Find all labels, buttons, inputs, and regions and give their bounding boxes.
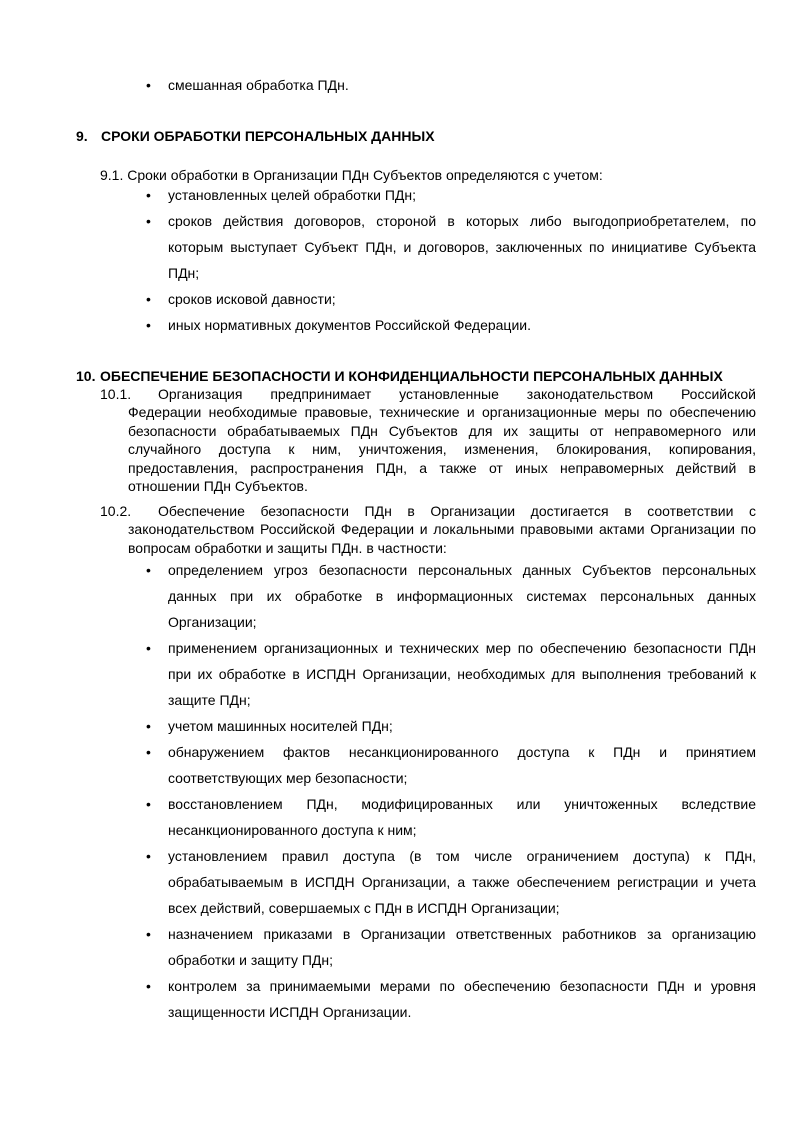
bullet-icon: • — [146, 796, 151, 812]
bullet-icon: • — [146, 77, 151, 93]
clause-10-2 — [100, 502, 756, 557]
clause-10-2-number: 10.2. — [100, 503, 132, 519]
clause-9-1: 9.1. Сроки обработки в Организации ПДн Субъектов определяются с учетом: — [100, 167, 603, 183]
section-10-bullet-list — [146, 557, 756, 1025]
list-item-text: сроков исковой давности; — [168, 291, 336, 307]
list-item-text: применением организационных и технических мер по обеспечению безопасности ПДн при их обработке в ИСПДН Организации, необходимых для выполнения требований к защите ПДн; — [168, 640, 756, 708]
clause-10-1 — [100, 385, 756, 495]
bullet-icon: • — [146, 744, 151, 760]
section-9-number: 9. — [76, 128, 88, 144]
list-item-text: иных нормативных документов Российской Федерации. — [168, 317, 531, 333]
list-item — [146, 208, 756, 286]
clause-10-2-first-line: Обеспечение безопасности ПДн в Организации достигается в соответствии с — [158, 503, 756, 519]
list-item — [146, 557, 756, 635]
list-item — [146, 921, 756, 973]
section-9-heading — [76, 127, 435, 145]
list-item-text: назначением приказами в Организации ответственных работников за организацию обработки и защиту ПДн; — [168, 926, 756, 968]
list-item — [146, 843, 756, 921]
clause-10-1-text: Федерации необходимые правовые, технические и организационные меры по обеспечению безопасности обрабатываемых ПДн Субъектов для их защиты от неправомерного или случайного доступа к ним, уничтожения, изменения, блокирования, копирования, предоставления, распространения ПДн, а также от иных неправомерных действий в отношении ПДн Субъектов. — [128, 404, 756, 495]
list-item-text: смешанная обработка ПДн. — [168, 77, 349, 93]
bullet-icon: • — [146, 926, 151, 942]
list-item — [146, 791, 756, 843]
section-9-title: СРОКИ ОБРАБОТКИ ПЕРСОНАЛЬНЫХ ДАННЫХ — [101, 128, 435, 144]
bullet-icon: • — [146, 640, 151, 656]
bullet-icon: • — [146, 718, 151, 734]
clause-10-2-text: законодательством Российской Федерации и локальными правовыми актами Организации по вопросам обработки и защиты ПДн. в частности: — [128, 521, 756, 556]
section-10-heading — [76, 367, 723, 385]
section-9-bullet-list — [146, 182, 756, 338]
list-item-text: установленных целей обработки ПДн; — [168, 187, 417, 203]
bullet-icon: • — [146, 213, 151, 229]
list-item — [146, 739, 756, 791]
bullet-icon: • — [146, 291, 151, 307]
section-10-number: 10. — [76, 368, 96, 384]
list-item-text: контролем за принимаемыми мерами по обеспечению безопасности ПДн и уровня защищенности ИСПДН Организации. — [168, 978, 756, 1020]
list-item — [146, 312, 756, 338]
list-item-text: определением угроз безопасности персональных данных Субъектов персональных данных при их обработке в информационных системах персональных данных Организации; — [168, 562, 756, 630]
list-item-text: учетом машинных носителей ПДн; — [168, 718, 393, 734]
list-item — [146, 286, 756, 312]
clause-10-1-first-line: Организация предпринимает установленные законодательством Российской — [158, 386, 756, 402]
list-item — [146, 713, 756, 739]
bullet-icon: • — [146, 848, 151, 864]
bullet-icon: • — [146, 978, 151, 994]
list-item — [146, 635, 756, 713]
list-item — [146, 72, 756, 98]
list-item-text: обнаружением фактов несанкционированного доступа к ПДн и принятием соответствующих мер безопасности; — [168, 744, 756, 786]
list-item — [146, 973, 756, 1025]
list-item — [146, 182, 756, 208]
section-10-title: ОБЕСПЕЧЕНИЕ БЕЗОПАСНОСТИ И КОНФИДЕНЦИАЛЬНОСТИ ПЕРСОНАЛЬНЫХ ДАННЫХ — [100, 368, 723, 384]
top-bullet-list — [146, 72, 756, 98]
list-item-text: восстановлением ПДн, модифицированных или уничтоженных вследствие несанкционированного доступа к ним; — [168, 796, 756, 838]
bullet-icon: • — [146, 187, 151, 203]
bullet-icon: • — [146, 562, 151, 578]
list-item-text: установлением правил доступа (в том числе ограничением доступа) к ПДн, обрабатываемым в ИСПДН Организации, а также обеспечением регистрации и учета всех действий, совершаемых с ПДн в ИСПДН Организации; — [168, 848, 756, 916]
list-item-text: сроков действия договоров, стороной в которых либо выгодоприобретателем, по которым выступает Субъект ПДн, и договоров, заключенных по инициативе Субъекта ПДн; — [168, 213, 756, 281]
clause-10-1-number: 10.1. — [100, 386, 132, 402]
bullet-icon: • — [146, 317, 151, 333]
